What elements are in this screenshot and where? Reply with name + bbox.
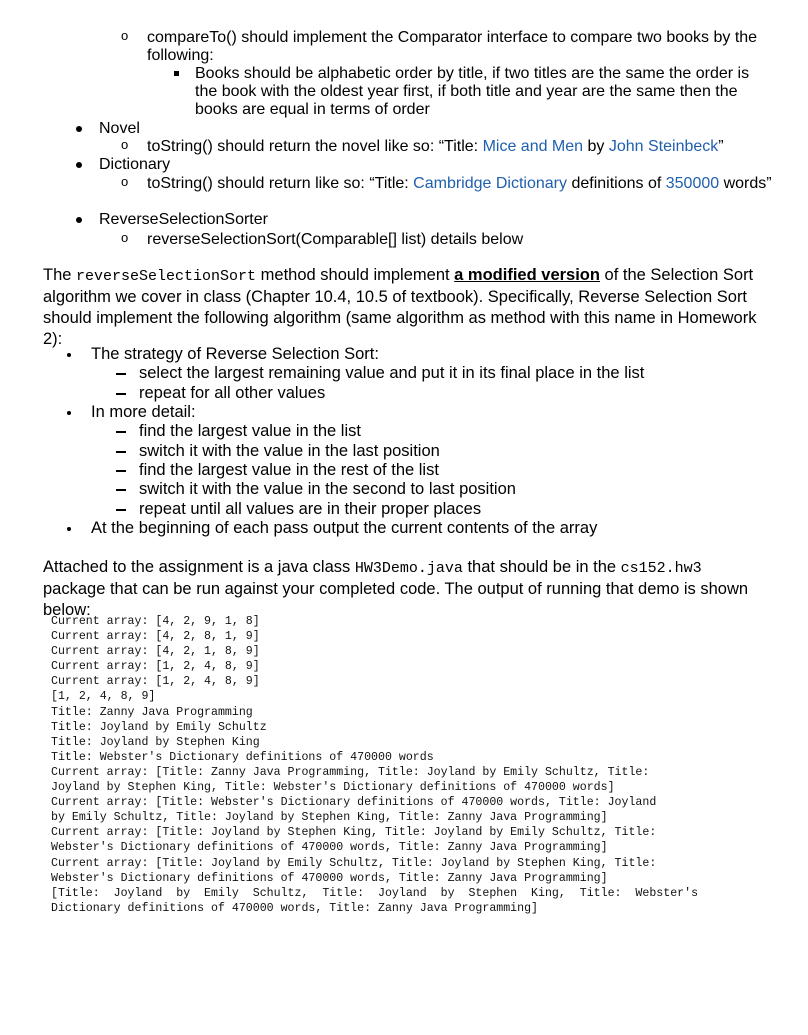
novel-prefix: toString() should return the novel like so: “Title:	[147, 138, 483, 155]
output-line: Title: Joyland by Stephen King	[51, 735, 260, 749]
dictionary-title-example: Cambridge Dictionary	[413, 175, 568, 192]
dash-bullet-icon	[116, 393, 126, 395]
strategy-heading: The strategy of Reverse Selection Sort:	[91, 345, 379, 363]
output-line: Dictionary definitions of 470000 words, Title: Zanny Java Programming]	[51, 901, 539, 915]
dash-bullet-icon	[116, 509, 126, 511]
dictionary-prefix: toString() should return like so: “Title:	[147, 175, 414, 192]
hollow-bullet-icon: o	[121, 174, 129, 189]
dash-bullet-icon	[116, 373, 126, 375]
output-line: Current array: [Title: Joyland by Stephen King, Title: Joyland by Emily Schultz, Title:	[51, 826, 657, 840]
attached-text: Attached to the assignment is a java class	[43, 558, 355, 576]
sorter-heading: ReverseSelectionSorter	[99, 211, 268, 228]
description-text: of the Selection Sort algorithm we cover in class (Chapter 10.4, 10.5 of textbook). Specifically, Reverse Selection Sort should implement the following algorithm (same algorithm as method with this name in Homework 2):	[43, 266, 757, 348]
detail-item: repeat until all values are in their proper places	[139, 500, 482, 518]
strategy-item: repeat for all other values	[139, 384, 326, 402]
detail-item: find the largest value in the list	[139, 422, 361, 440]
output-line: Title: Webster's Dictionary definitions of 470000 words	[51, 750, 434, 764]
bullet-icon	[76, 217, 82, 223]
output-line: Joyland by Stephen King, Title: Webster's Dictionary definitions of 470000 words]	[51, 781, 615, 795]
bullet-icon	[76, 126, 82, 132]
bullet-icon	[67, 353, 71, 357]
detail-item: switch it with the value in the second to last position	[139, 480, 516, 498]
output-line: by Emily Schultz, Title: Joyland by Stephen King, Title: Zanny Java Programming]	[51, 811, 608, 825]
detail-item: find the largest value in the rest of the list	[139, 461, 439, 479]
dash-bullet-icon	[116, 451, 126, 453]
novel-suffix: ”	[718, 138, 724, 155]
attached-text: package that can be run against your completed code. The output of running that demo is shown below:	[43, 580, 749, 619]
bullet-icon	[67, 527, 71, 531]
dictionary-heading: Dictionary	[99, 156, 171, 173]
program-output	[51, 614, 698, 916]
compareto-description: compareTo() should implement the Comparator interface to compare two books by the following:	[147, 29, 758, 64]
bullet-icon	[76, 162, 82, 168]
modified-version-emphasis: a modified version	[454, 266, 600, 284]
attached-paragraph	[43, 557, 768, 621]
output-line: Current array: [1, 2, 4, 8, 9]	[51, 675, 260, 689]
output-line: Current array: [1, 2, 4, 8, 9]	[51, 660, 260, 674]
output-line: Title: Zanny Java Programming	[51, 705, 253, 719]
output-line: Title: Joyland by Emily Schultz	[51, 720, 267, 734]
dash-bullet-icon	[116, 470, 126, 472]
novel-title-example: Mice and Men	[482, 138, 584, 155]
output-line: Current array: [4, 2, 9, 1, 8]	[51, 615, 260, 628]
bullet-icon	[67, 411, 71, 415]
output-line: Current array: [4, 2, 1, 8, 9]	[51, 645, 260, 659]
output-note: At the beginning of each pass output the current contents of the array	[91, 519, 598, 537]
hollow-bullet-icon: o	[121, 28, 129, 43]
square-bullet-icon	[174, 71, 179, 76]
output-line: [1, 2, 4, 8, 9]	[51, 690, 156, 704]
hollow-bullet-icon: o	[121, 230, 129, 245]
output-line: Current array: [4, 2, 8, 1, 9]	[51, 630, 260, 644]
demo-file-code: HW3Demo.java	[354, 560, 463, 577]
sorter-method: reverseSelectionSort(Comparable[] list) details below	[147, 231, 524, 248]
package-code: cs152.hw3	[620, 560, 702, 577]
strategy-item: select the largest remaining value and put it in its final place in the list	[139, 364, 645, 382]
output-line: [Title: Joyland by Emily Schultz, Title: Joyland by Stephen King, Title: Webster's	[51, 886, 699, 900]
hollow-bullet-icon: o	[121, 137, 129, 152]
novel-heading: Novel	[99, 120, 140, 137]
dictionary-count-example: 350000	[665, 175, 720, 192]
method-name-code: reverseSelectionSort	[76, 268, 257, 285]
output-line: Current array: [Title: Zanny Java Programming, Title: Joyland by Emily Schultz, Title:	[51, 765, 650, 779]
dictionary-suffix: words”	[719, 175, 772, 192]
novel-by: by	[583, 138, 609, 155]
output-line: Webster's Dictionary definitions of 470000 words, Title: Zanny Java Programming]	[51, 841, 608, 855]
dictionary-tostring	[147, 175, 772, 193]
dash-bullet-icon	[116, 431, 126, 433]
dictionary-middle: definitions of	[567, 175, 666, 192]
detail-heading: In more detail:	[91, 403, 196, 421]
description-paragraph	[43, 265, 768, 350]
description-text: The	[43, 266, 77, 284]
novel-tostring	[147, 138, 724, 156]
output-line: Current array: [Title: Webster's Dictionary definitions of 470000 words, Title: Joyland	[51, 796, 657, 810]
description-text: method should implement	[256, 266, 455, 284]
output-line: Current array: [Title: Joyland by Emily Schultz, Title: Joyland by Stephen King, Title:	[51, 856, 657, 870]
output-line: Webster's Dictionary definitions of 470000 words, Title: Zanny Java Programming]	[51, 871, 608, 885]
detail-item: switch it with the value in the last position	[139, 442, 440, 460]
novel-author-example: John Steinbeck	[608, 138, 719, 155]
dash-bullet-icon	[116, 489, 126, 491]
attached-text: that should be in the	[462, 558, 621, 576]
compareto-rule: Books should be alphabetic order by title, if two titles are the same the order is the book with the oldest year first, if both title and year are the same then the books are equal in terms of order	[195, 65, 750, 118]
